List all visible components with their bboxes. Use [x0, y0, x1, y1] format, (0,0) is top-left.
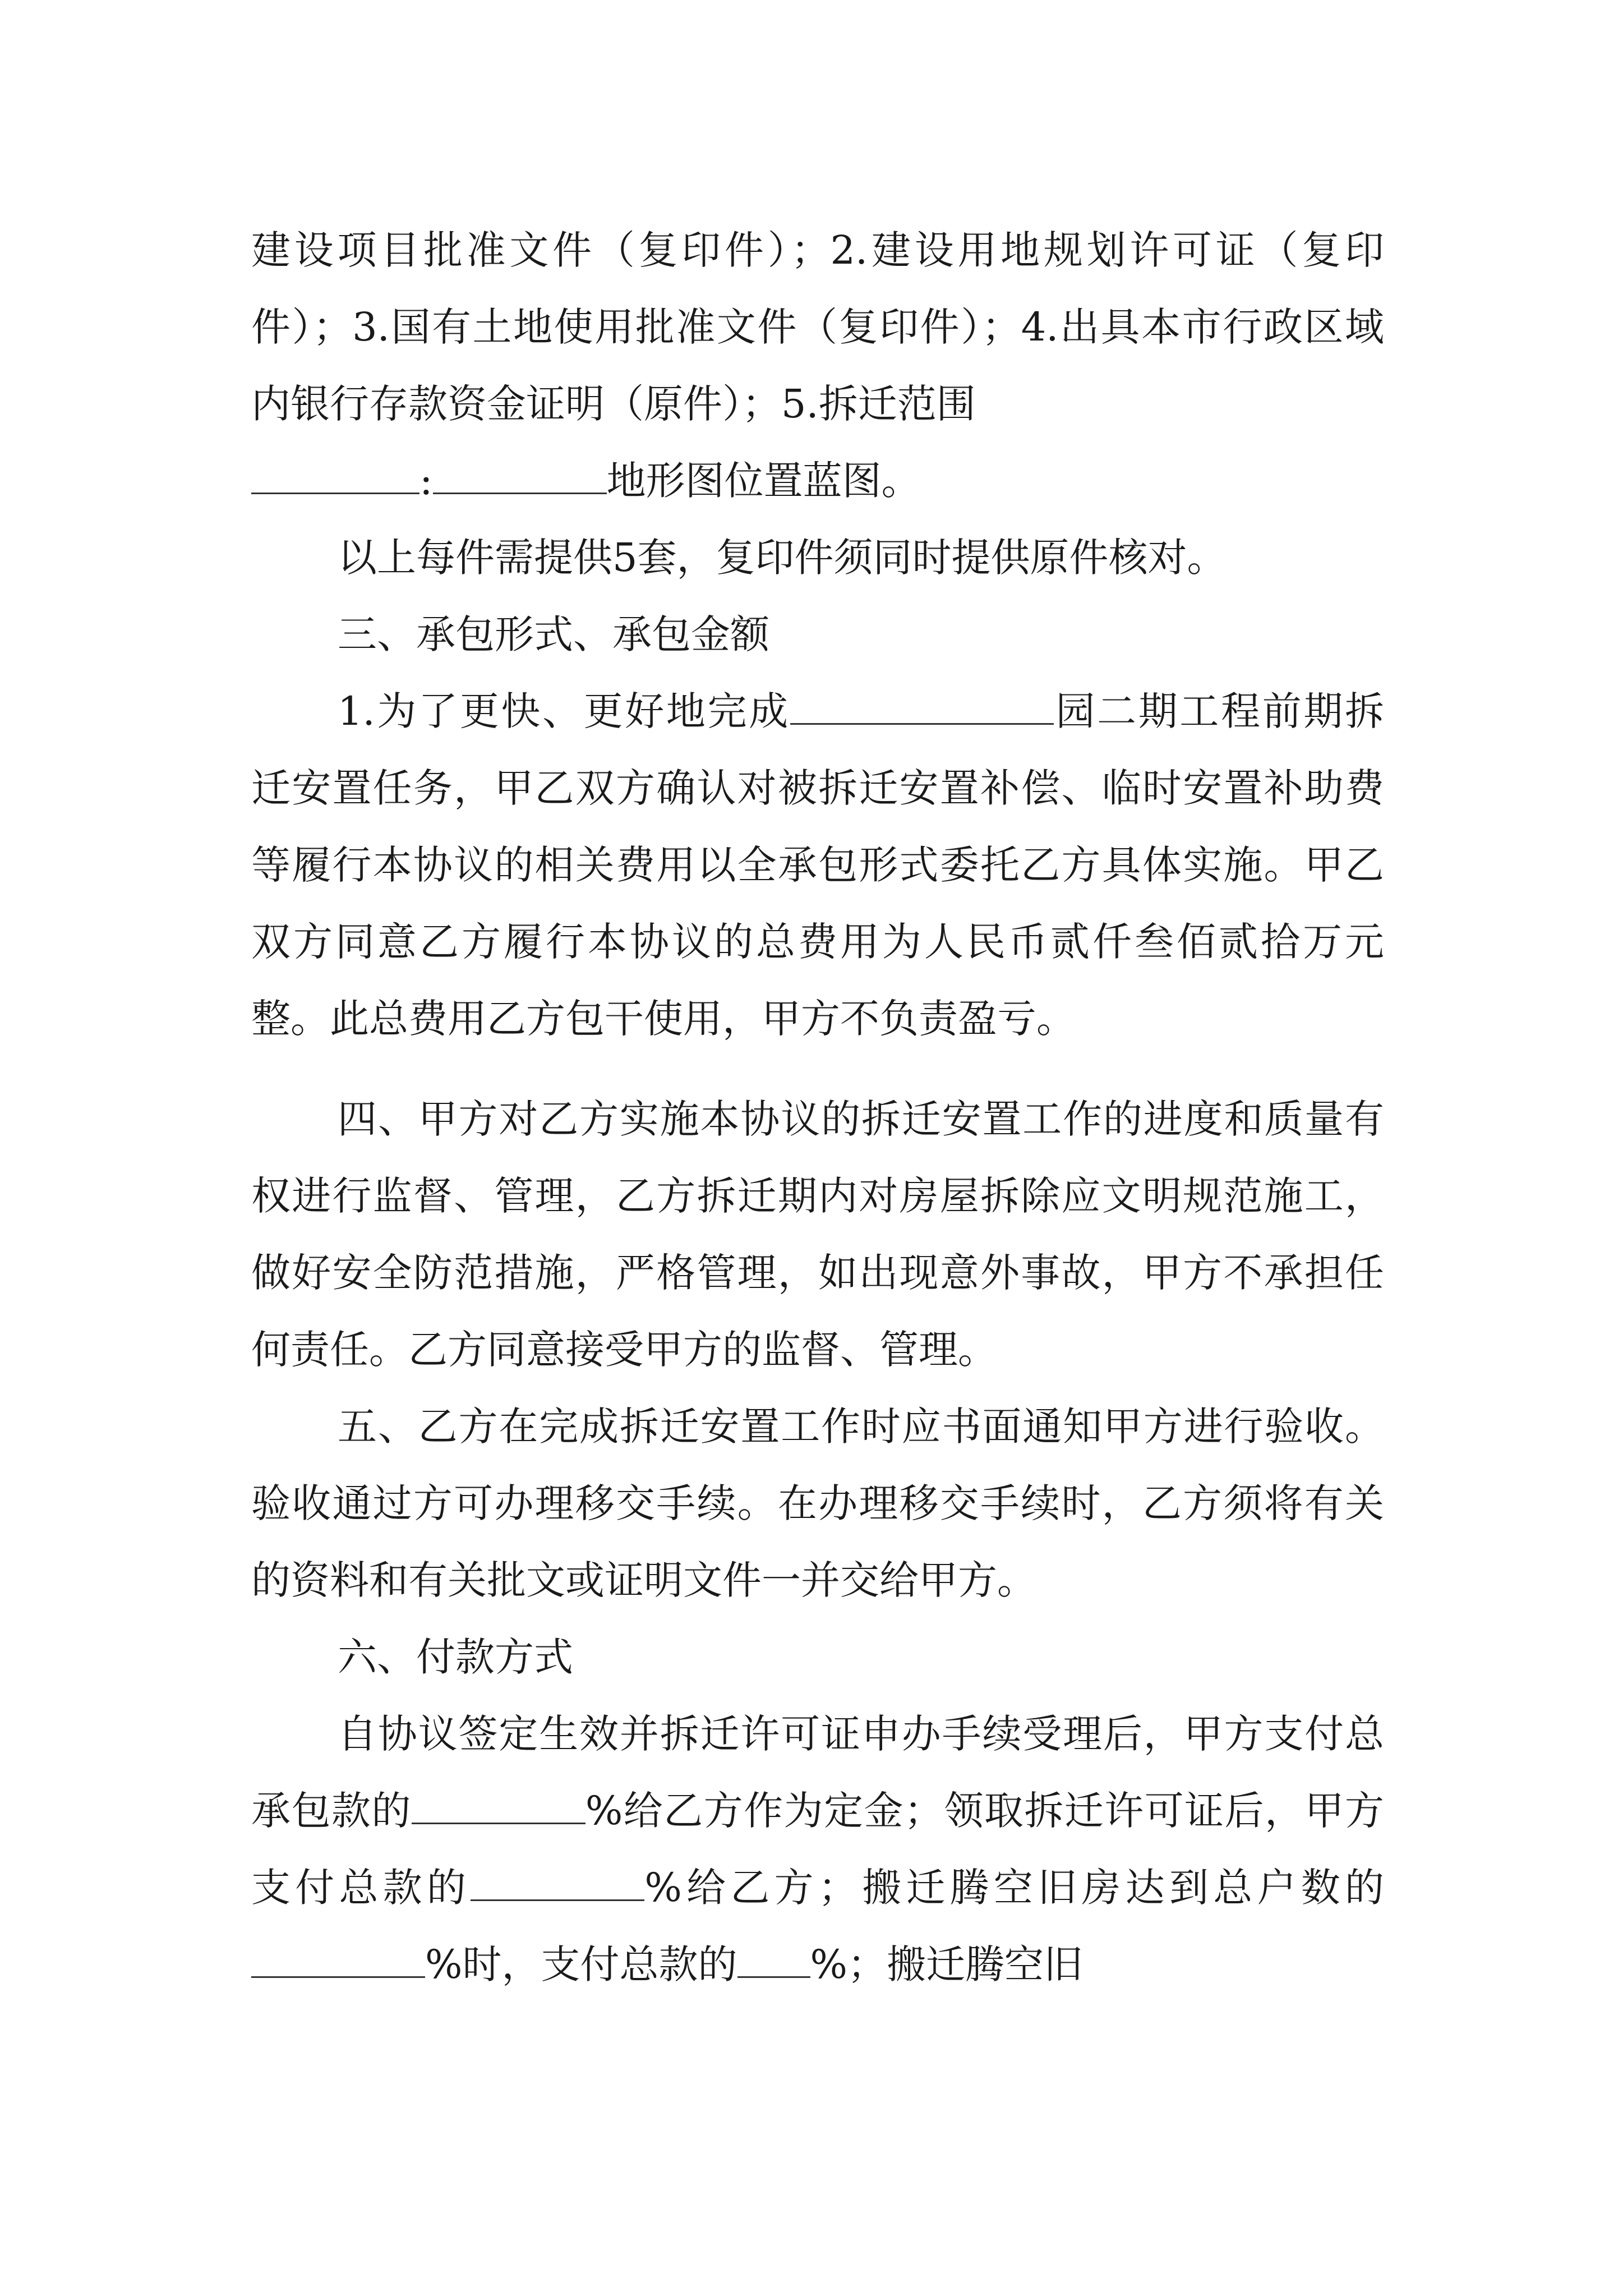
- paragraph-payment-terms: [251, 1696, 1384, 2003]
- payment-text-a: 自协议签定生效并拆迁许可证申办手续受理后，甲方支付总承包款的: [251, 1711, 1384, 1834]
- blank-field[interactable]: [737, 1945, 810, 1978]
- paragraph-required-documents: [251, 212, 1384, 519]
- paragraph-supervision: 四、甲方对乙方实施本协议的拆迁安置工作的进度和质量有权进行监督、管理，乙方拆迁期内对房屋拆除应文明规范施工，做好安全防范措施，严格管理，如出现意外事故，甲方不承担任何责任。乙方同意接受甲方的监督、管理。: [251, 1096, 1384, 1373]
- section-heading-contract-form: 三、承包形式、承包金额: [338, 611, 769, 657]
- contract-amount-text-start: 1.为了更快、更好地完成: [338, 688, 790, 734]
- payment-text-c: %给乙方；搬迁腾空旧房达到总户数的: [644, 1865, 1385, 1911]
- payment-text-e: %；搬迁腾空旧: [810, 1941, 1083, 1987]
- blank-field[interactable]: [251, 461, 419, 494]
- blank-field[interactable]: [412, 1791, 585, 1824]
- document-page: [251, 212, 1384, 2003]
- payment-text-d: %时，支付总款的: [425, 1941, 737, 1987]
- payment-text-b: %给乙方作为定金；领取拆迁许可证后，甲方支付总款的: [251, 1788, 1385, 1911]
- separator-colon: :: [419, 458, 433, 504]
- blank-field[interactable]: [433, 461, 607, 494]
- paragraph-copies-note: 以上每件需提供5套，复印件须同时提供原件核对。: [338, 535, 1227, 581]
- blank-field[interactable]: [251, 1945, 425, 1978]
- blank-field[interactable]: [790, 692, 1054, 725]
- blank-field[interactable]: [471, 1868, 644, 1901]
- contract-amount-text-end: 园二期工程前期拆迁安置任务，甲乙双方确认对被拆迁安置补偿、临时安置补助费等履行本协议的相关费用以全承包形式委托乙方具体实施。甲乙双方同意乙方履行本协议的总费用为人民币贰仟叁佰贰拾万元整。此总费用乙方包干使用，甲方不负责盈亏。: [251, 688, 1384, 1042]
- section-heading-payment: 六、付款方式: [338, 1634, 573, 1680]
- paragraph-contract-amount: [251, 673, 1384, 1057]
- paragraph-acceptance: 五、乙方在完成拆迁安置工作时应书面通知甲方进行验收。验收通过方可办理移交手续。在办理移交手续时，乙方须将有关的资料和有关批文或证明文件一并交给甲方。: [251, 1404, 1384, 1603]
- required-documents-text-end: 地形图位置蓝图。: [606, 458, 921, 504]
- required-documents-text: 建设项目批准文件（复印件）；2.建设用地规划许可证（复印件）；3.国有土地使用批准文件（复印件）；4.出具本市行政区域内银行存款资金证明（原件）；5.拆迁范围: [251, 227, 1384, 427]
